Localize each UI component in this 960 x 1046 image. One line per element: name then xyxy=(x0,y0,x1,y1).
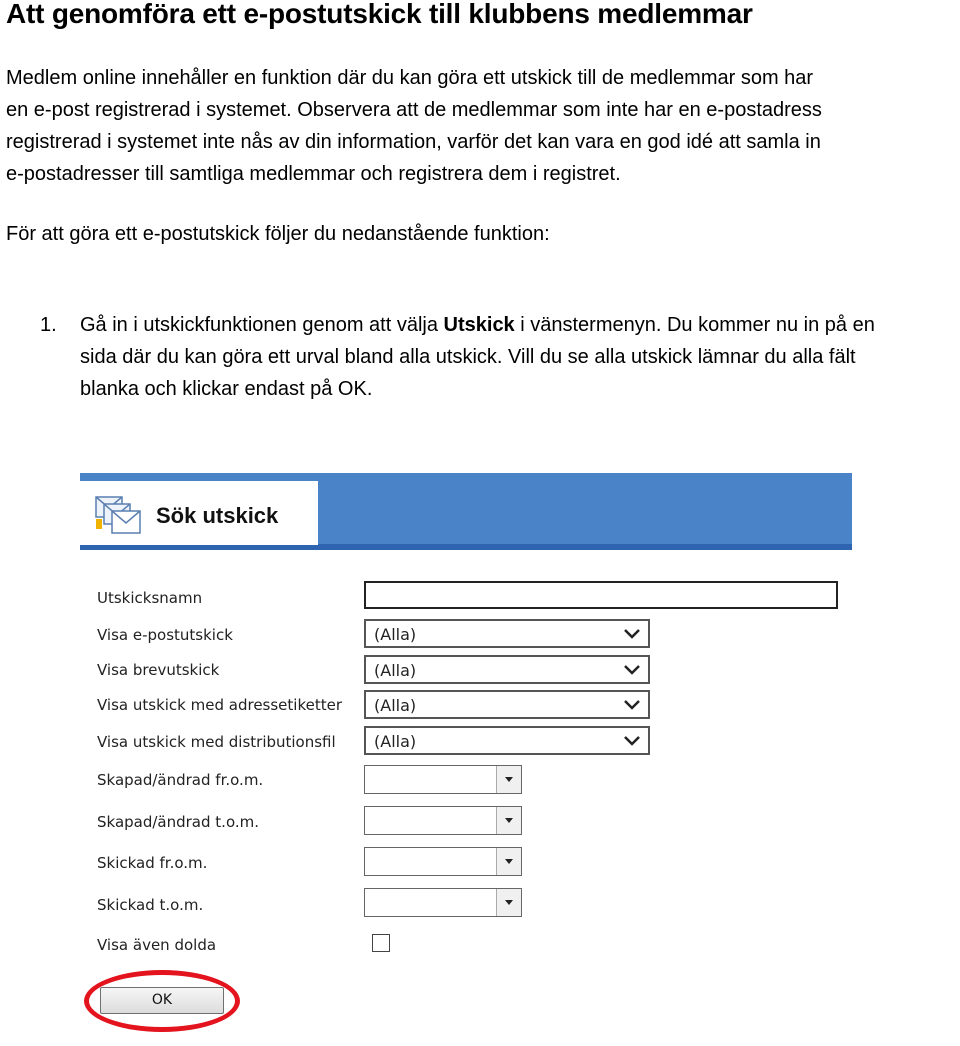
chevron-down-icon xyxy=(622,696,642,714)
date-input[interactable] xyxy=(365,889,497,916)
label-address: Visa utskick med adressetiketter xyxy=(97,696,342,714)
chevron-down-icon xyxy=(622,732,642,750)
select-value: (Alla) xyxy=(374,732,417,751)
distribution-select[interactable] xyxy=(364,726,650,755)
search-form-screenshot xyxy=(80,473,852,1033)
label-show-hidden: Visa även dolda xyxy=(97,936,217,954)
date-dropdown-button[interactable] xyxy=(496,848,521,875)
created-to-date[interactable] xyxy=(364,806,522,835)
highlight-circle xyxy=(84,970,240,1032)
form-title: Sök utskick xyxy=(156,503,279,528)
label-email: Visa e-postutskick xyxy=(97,626,233,644)
intro-line: Medlem online innehåller en funktion där du kan göra ett utskick till de medlemmar som har xyxy=(6,67,814,89)
step-line: sida där du kan göra ett urval bland alla utskick. Vill du se alla utskick lämnar du alla fält xyxy=(80,346,856,368)
form-header-title-area xyxy=(80,481,318,545)
select-value: (Alla) xyxy=(374,625,417,644)
label-sent-from: Skickad fr.o.m. xyxy=(97,854,208,872)
created-from-date[interactable] xyxy=(364,765,522,794)
letter-select[interactable] xyxy=(364,655,650,684)
intro-paragraph xyxy=(6,62,960,190)
date-input[interactable] xyxy=(365,807,497,834)
step-text-part: Gå in i utskickfunktionen genom att välja xyxy=(80,314,444,336)
sent-from-date[interactable] xyxy=(364,847,522,876)
ok-button[interactable]: OK xyxy=(100,987,224,1014)
label-created-from: Skapad/ändrad fr.o.m. xyxy=(97,771,264,789)
intro-line: e-postadresser till samtliga medlemmar och registrera dem i registret. xyxy=(6,163,621,185)
date-dropdown-button[interactable] xyxy=(496,889,521,916)
label-letter: Visa brevutskick xyxy=(97,661,220,679)
instruction-paragraph: För att göra ett e-postutskick följer du nedanstående funktion: xyxy=(6,223,550,245)
select-value: (Alla) xyxy=(374,696,417,715)
name-input[interactable] xyxy=(364,581,838,609)
label-sent-to: Skickad t.o.m. xyxy=(97,896,204,914)
date-dropdown-button[interactable] xyxy=(496,766,521,793)
address-select[interactable] xyxy=(364,690,650,719)
step-number: 1. xyxy=(40,314,57,336)
select-value: (Alla) xyxy=(374,661,417,680)
step-text xyxy=(80,309,875,405)
label-distribution: Visa utskick med distributionsfil xyxy=(97,733,336,751)
sent-to-date[interactable] xyxy=(364,888,522,917)
intro-line: en e-post registrerad i systemet. Observera att de medlemmar som inte har en e-postadress xyxy=(6,99,822,121)
label-created-to: Skapad/ändrad t.o.m. xyxy=(97,813,260,831)
document-title: Att genomföra ett e-postutskick till klubbens medlemmar xyxy=(6,0,753,29)
show-hidden-checkbox[interactable] xyxy=(372,934,390,952)
intro-line: registrerad i systemet inte nås av din information, varför det kan vara en god idé att samla in xyxy=(6,131,821,153)
date-input[interactable] xyxy=(365,848,497,875)
chevron-down-icon xyxy=(622,661,642,679)
date-dropdown-button[interactable] xyxy=(496,807,521,834)
step-bold-term: Utskick xyxy=(443,314,515,336)
date-input[interactable] xyxy=(365,766,497,793)
step-line: blanka och klickar endast på OK. xyxy=(80,378,373,400)
label-name: Utskicksnamn xyxy=(97,589,203,607)
step-text-part: i vänstermenyn. Du kommer nu in på en xyxy=(514,314,875,336)
chevron-down-icon xyxy=(622,625,642,643)
envelopes-icon xyxy=(94,495,144,537)
email-select[interactable] xyxy=(364,619,650,648)
